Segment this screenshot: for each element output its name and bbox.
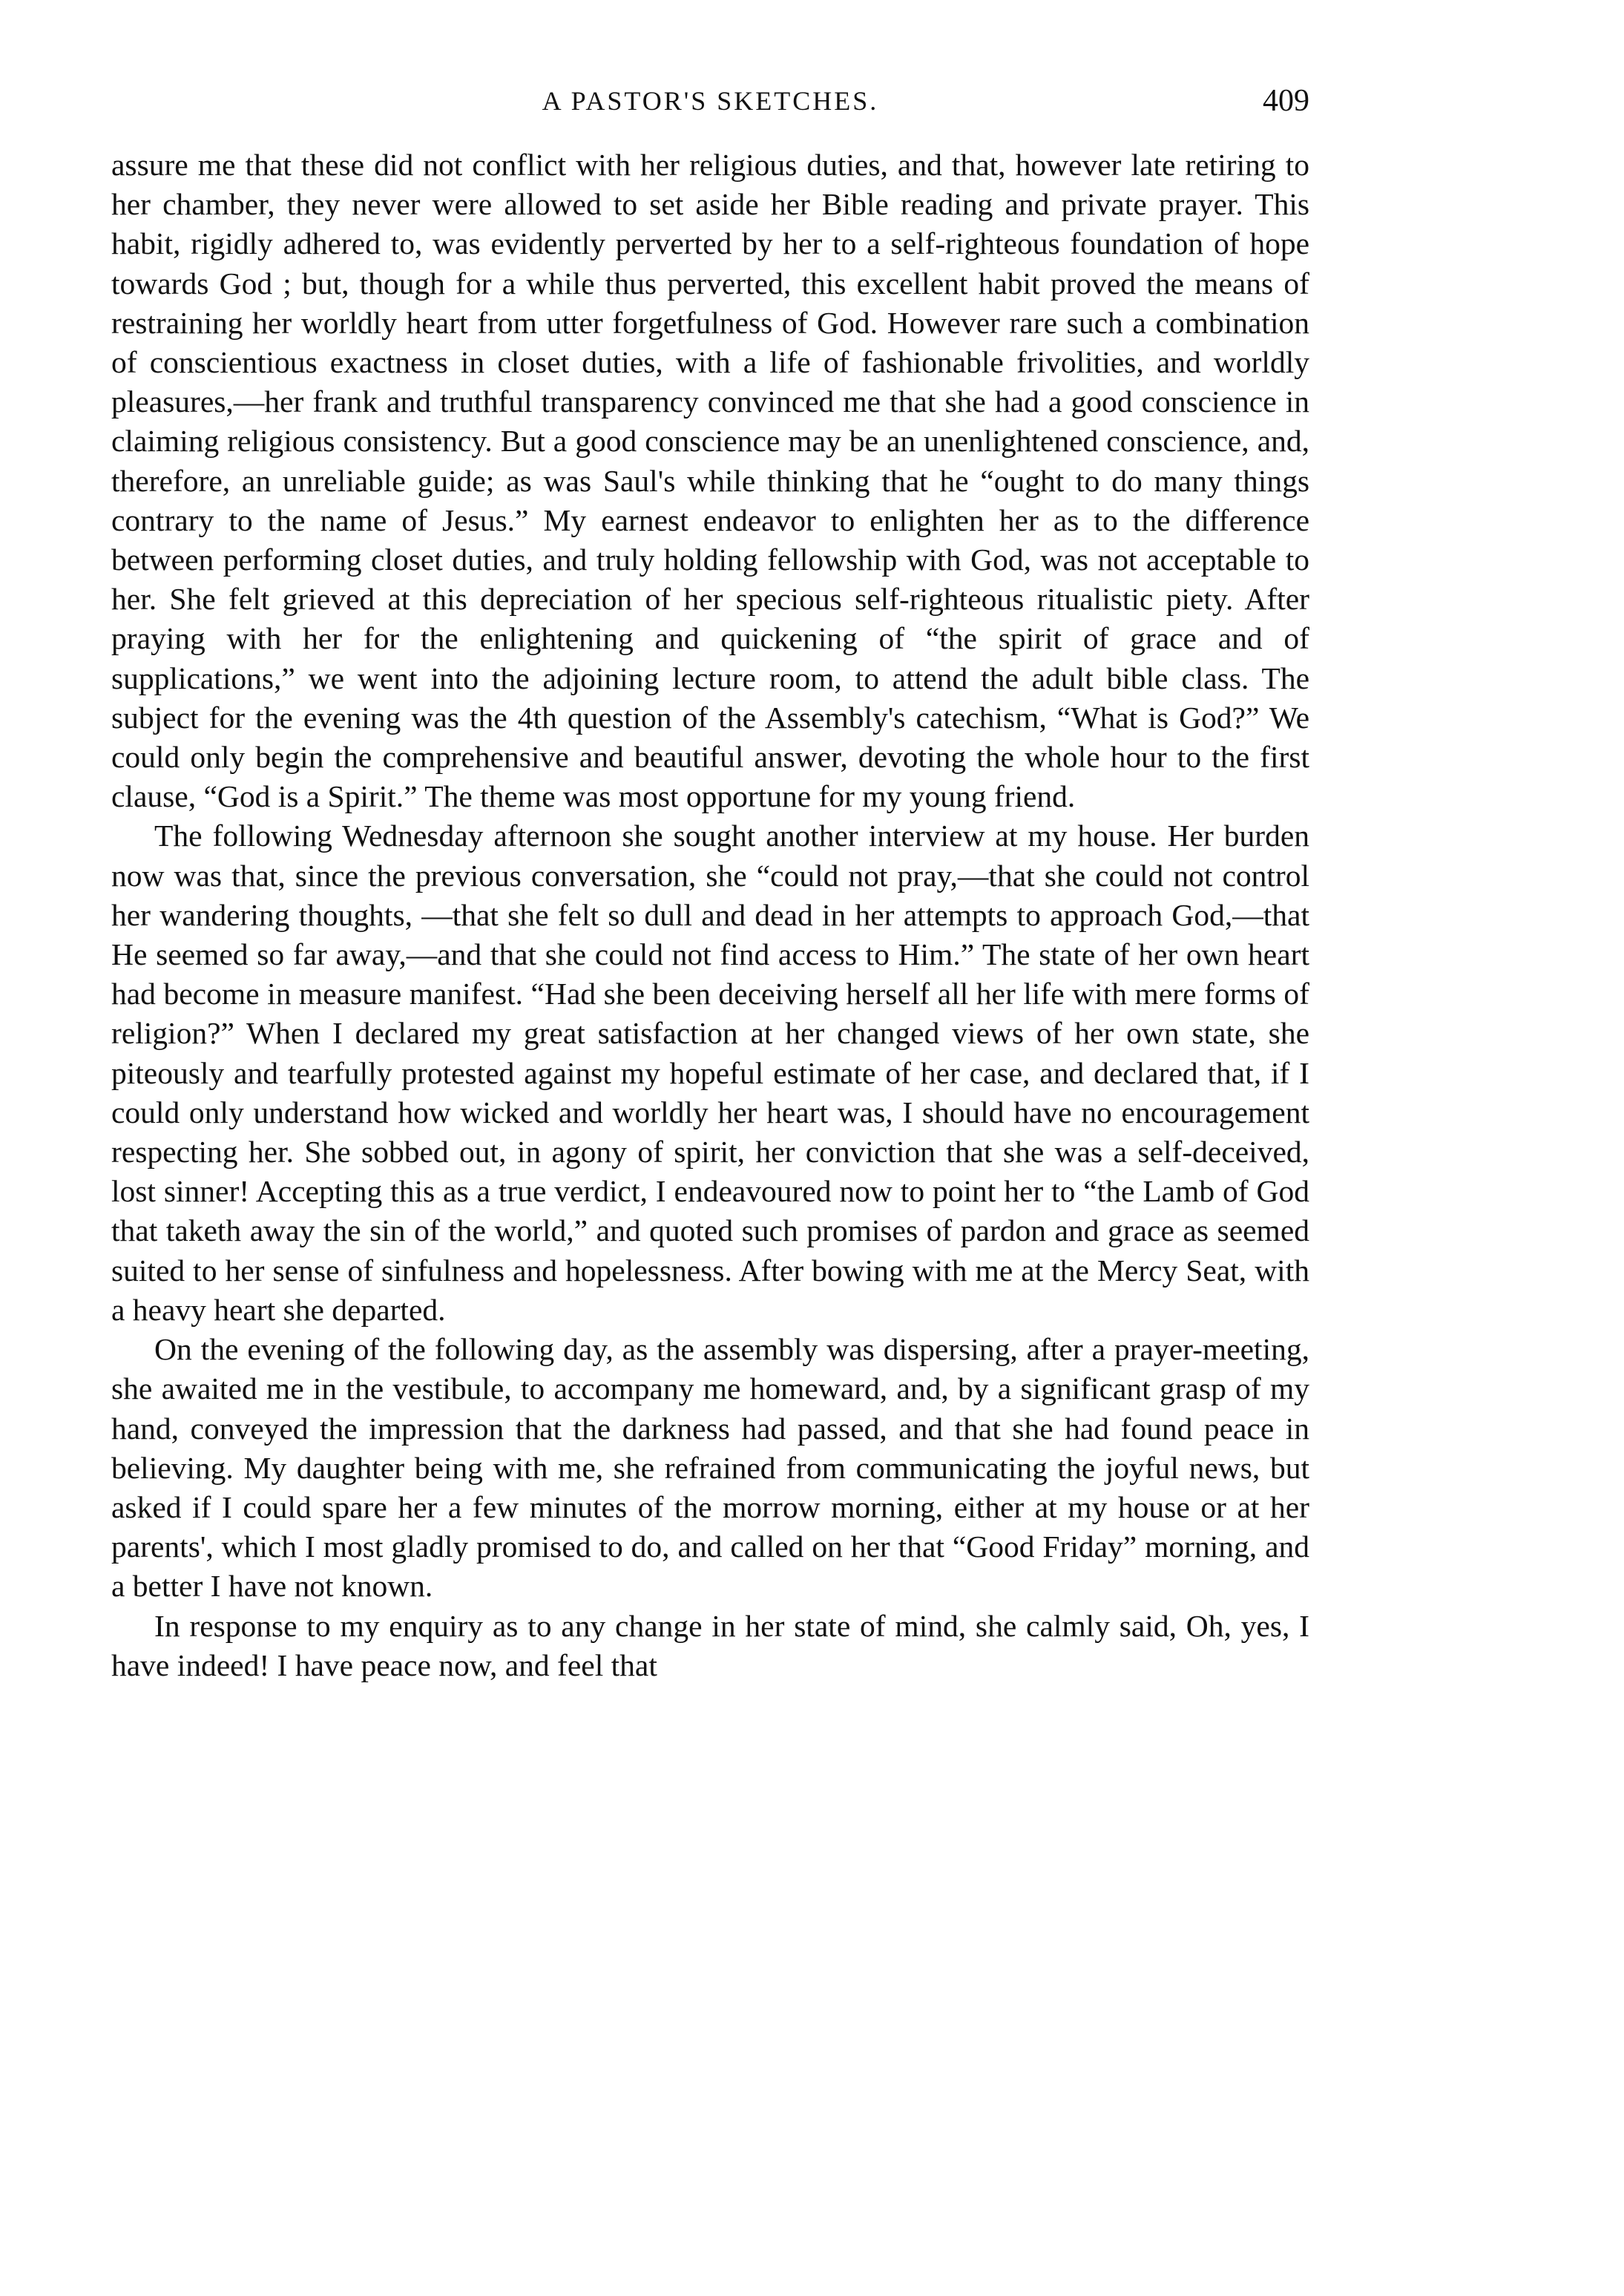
paragraph-4: In response to my enquiry as to any change in her state of mind, she calmly said, Oh, yes, I have indeed! I have peace now, and feel that [111,1608,1309,1682]
body-text [111,145,1309,1685]
paragraph-1: assure me that these did not conflict with her religious duties, and that, however late retiring to her chamber, they never were allowed to set aside her Bible reading and private prayer. This habit, rigidly adhered to, was evidently perverted by her to a self-righteous foundation of hope towards God ; but, though for a while thus perverted, this excellent habit proved the means of restraining her worldly heart from utter forgetfulness of God. However rare such a combination of conscientious exactness in closet duties, with a life of fashionable frivolities, and worldly pleasures,—her frank and truthful transparency convinced me that she had a good conscience in claiming religious consistency. But a good conscience may be an unenlightened conscience, and, therefore, an unreliable guide; as was Saul's while thinking that he “ought to do many things contrary to the name of Jesus.” My earnest endeavor to enlighten her as to the difference between performing closet duties, and truly holding fellowship with God, was not acceptable to her. She felt grieved at this depreciation of her specious self-righteous ritualistic piety. After praying with her for the enlightening and quickening of “the spirit of grace and of supplications,” we went into the adjoining lecture room, to attend the adult bible class. The subject for the evening was the 4th question of the Assembly's catechism, “What is God?” We could only begin the comprehensive and beautiful answer, devoting the whole hour to the first clause, “God is a Spirit.” The theme was most opportune for my young friend. [111,148,1309,814]
page-number: 409 [1263,84,1309,118]
paragraph-3: On the evening of the following day, as the assembly was dispersing, after a prayer-meeting, she awaited me in the vestibule, to accompany me homeward, and, by a significant grasp of my hand, conveyed the impression that the darkness had passed, and that she had found peace in believing. My daughter being with me, she refrained from communicating the joyful news, but asked if I could spare her a few minutes of the morrow morning, either at my house or at her parents', which I most gladly promised to do, and called on her that “Good Friday” morning, and a better I have not known. [111,1332,1309,1604]
running-title: A PASTOR'S SKETCHES. [542,86,879,116]
paragraph-2: The following Wednesday afternoon she sought another interview at my house. Her burden now was that, since the previous conversation, she “could not pray,—that she could not control her wandering thoughts, —that she felt so dull and dead in her attempts to approach God,—that He seemed so far away,—and that she could not find access to Him.” The state of her own heart had become in measure manifest. “Had she been deceiving herself all her life with mere forms of religion?” When I declared my great satisfaction at her changed views of her own state, she piteously and tearfully protested against my hopeful estimate of her case, and declared that, if I could only understand how wicked and worldly her heart was, I should have no encouragement respecting her. She sobbed out, in agony of spirit, her conviction that she was a self-deceived, lost sinner! Accepting this as a true verdict, I endeavoured now to point her to “the Lamb of God that taketh away the sin of the world,” and quoted such promises of pardon and grace as seemed suited to her sense of sinfulness and hopelessness. After bowing with me at the Mercy Seat, with a heavy heart she departed. [111,819,1309,1327]
running-head [111,80,1309,132]
